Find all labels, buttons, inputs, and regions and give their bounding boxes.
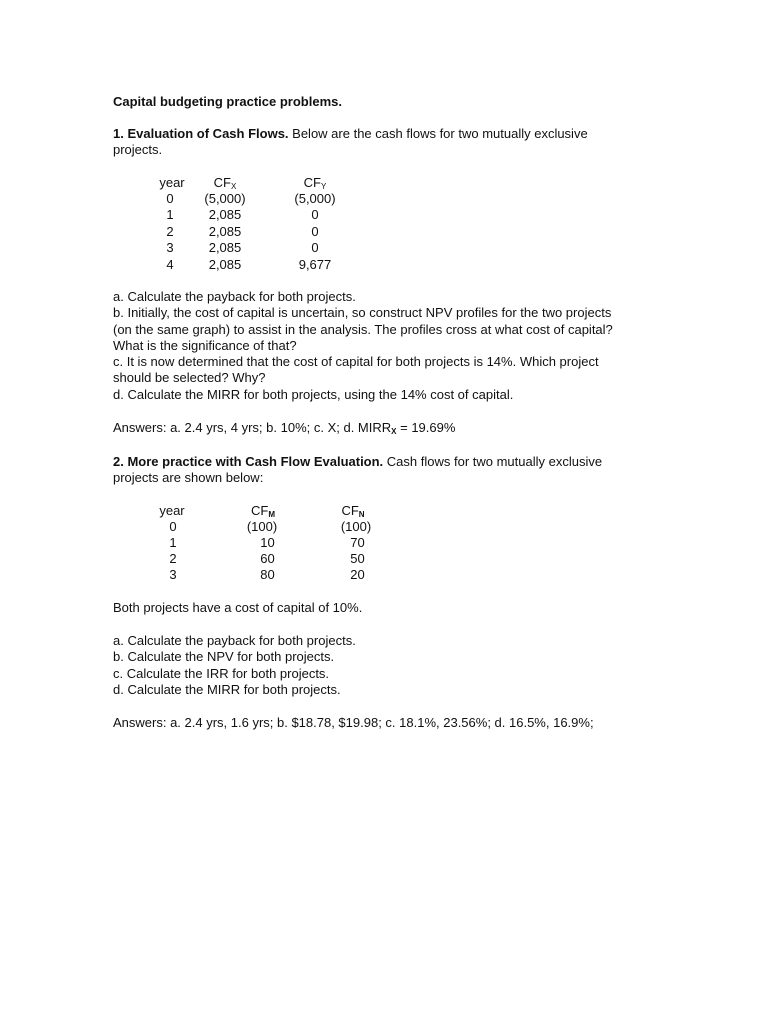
- problem-2-heading: 2. More practice with Cash Flow Evaluation.: [113, 454, 384, 469]
- table-cell-year: 2: [166, 224, 174, 239]
- table-cell-y: (5,000): [294, 191, 336, 206]
- table-cell-year: 2: [169, 551, 177, 566]
- table-cell-m: 10: [260, 535, 275, 550]
- problem-2-intro-line2: projects are shown below:: [113, 470, 264, 485]
- table-cell-y: 0: [311, 207, 319, 222]
- table-cell-year: 0: [166, 191, 174, 206]
- problem-2-intro: [113, 454, 602, 470]
- problem-2-intro-text: Cash flows for two mutually exclusive: [383, 454, 603, 469]
- table-cell-m: 60: [260, 551, 275, 566]
- question-line: b. Initially, the cost of capital is uncertain, so construct NPV profiles for the two projects: [113, 305, 612, 320]
- table-cell-y: 0: [311, 240, 319, 255]
- cost-of-capital-note: Both projects have a cost of capital of 10%.: [113, 600, 363, 615]
- problem-1-heading: 1. Evaluation of Cash Flows.: [113, 126, 289, 141]
- question-line: c. It is now determined that the cost of capital for both projects is 14%. Which project: [113, 354, 599, 369]
- question-line: b. Calculate the NPV for both projects.: [113, 649, 335, 664]
- question-line: c. Calculate the IRR for both projects.: [113, 666, 330, 681]
- table-header-year: year: [159, 175, 185, 190]
- table-cell-m: 80: [260, 567, 275, 582]
- document-title: Capital budgeting practice problems.: [113, 94, 342, 109]
- table-cell-year: 1: [169, 535, 177, 550]
- problem-1-intro-line2: projects.: [113, 142, 163, 157]
- table-cell-y: 0: [311, 224, 319, 239]
- table-cell-x: (5,000): [204, 191, 246, 206]
- table-cell-n: (100): [340, 519, 372, 534]
- table-cell-x: 2,085: [208, 257, 242, 272]
- question-line: a. Calculate the payback for both projects.: [113, 289, 356, 304]
- table-header-year: year: [159, 503, 185, 518]
- table-header-cf-n: $CF_N$: [341, 503, 365, 519]
- table-cell-m: (100): [246, 519, 278, 534]
- question-line: d. Calculate the MIRR for both projects, using the 14% cost of capital.: [113, 387, 514, 402]
- table-cell-n: 70: [350, 535, 365, 550]
- question-line: should be selected? Why?: [113, 370, 266, 385]
- table-header-cf-x: $CF_X$: [213, 175, 237, 191]
- table-cell-y: 9,677: [298, 257, 332, 272]
- problem-1-answers: Answers: a. 2.4 yrs, 4 yrs; b. 10%; c. X; d. $MIRR_X = 19.69\%$: [113, 420, 456, 436]
- table-cell-year: 1: [166, 207, 174, 222]
- table-header-cf-m: $CF_M$: [250, 503, 275, 519]
- problem-1-intro-text: Below are the cash flows for two mutually exclusive: [288, 126, 588, 141]
- question-line: a. Calculate the payback for both projects.: [113, 633, 356, 648]
- table-cell-year: 0: [169, 519, 177, 534]
- question-line: d. Calculate the MIRR for both projects.: [113, 682, 341, 697]
- problem-1-intro: [113, 126, 588, 142]
- problem-2-answers: Answers: a. 2.4 yrs, 1.6 yrs; b. $18.78, $19.98; c. 18.1%, 23.56%; d. 16.5%, 16.9%;: [113, 715, 594, 730]
- table-cell-n: 20: [350, 567, 365, 582]
- table-cell-x: 2,085: [208, 240, 242, 255]
- table-cell-year: 4: [166, 257, 174, 272]
- table-cell-x: 2,085: [208, 224, 242, 239]
- table-cell-x: 2,085: [208, 207, 242, 222]
- table-cell-year: 3: [169, 567, 177, 582]
- table-header-cf-y: $CF_Y$: [303, 175, 327, 191]
- table-cell-year: 3: [166, 240, 174, 255]
- question-line: What is the significance of that?: [113, 338, 297, 353]
- question-line: (on the same graph) to assist in the analysis. The profiles cross at what cost of capital?: [113, 322, 613, 337]
- table-cell-n: 50: [350, 551, 365, 566]
